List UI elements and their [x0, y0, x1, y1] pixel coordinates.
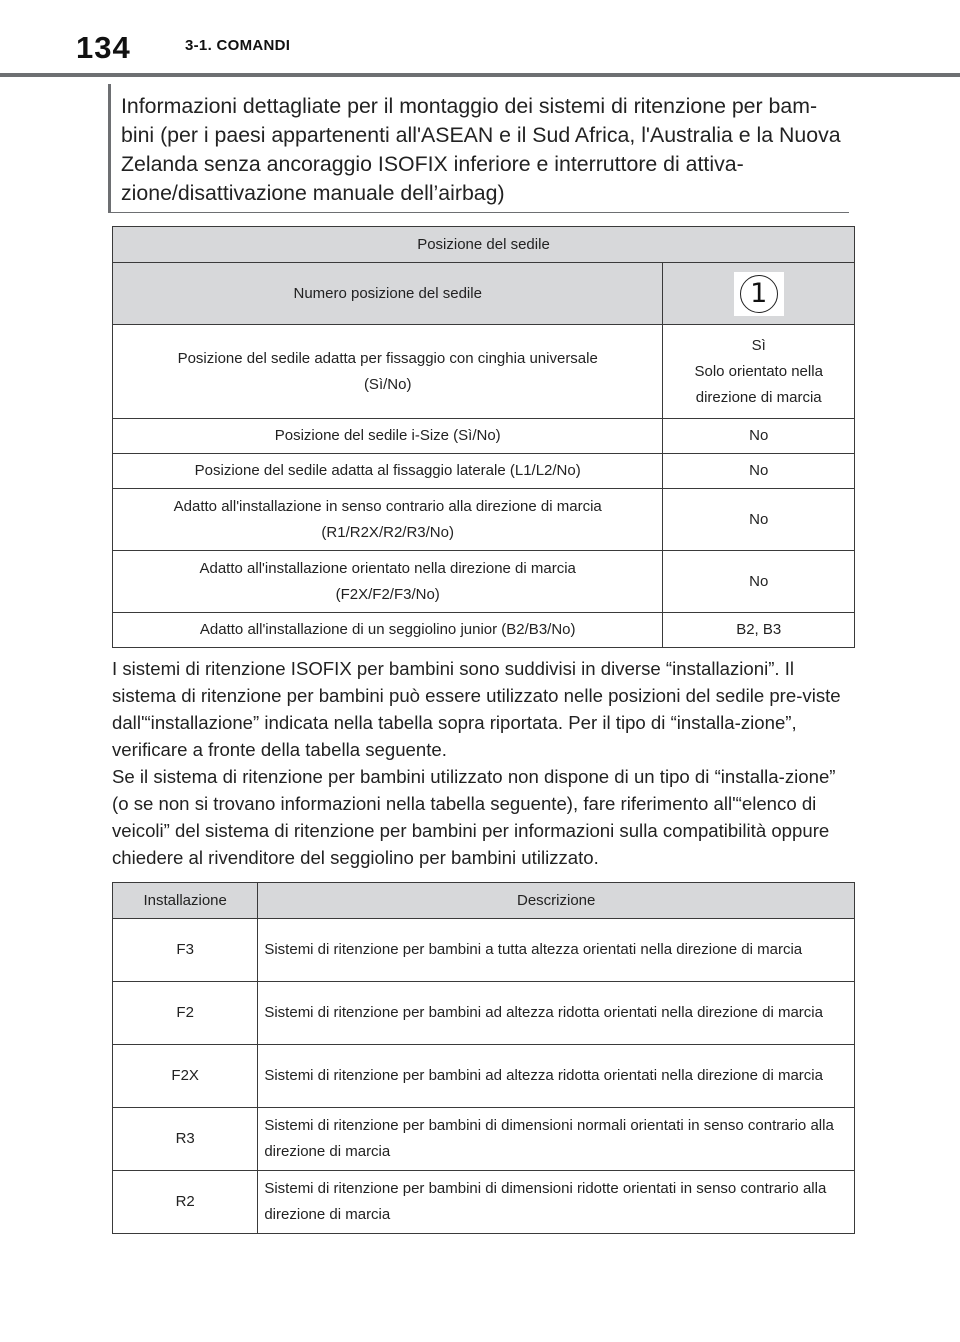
row-label-line: (R1/R2X/R2/R3/No): [321, 523, 454, 541]
installation-table: [112, 882, 855, 1234]
row-label-line: (F2X/F2/F3/No): [335, 585, 440, 603]
table-row-label: [113, 325, 663, 419]
table-row-label: Posizione del sedile adatta al fissaggio laterale (L1/L2/No): [113, 454, 663, 489]
row-value-line: Solo orientato nella: [694, 362, 823, 380]
seat-number-label: Numero posizione del sedile: [113, 263, 663, 325]
install-code: F3: [113, 919, 258, 982]
install-description: Sistemi di ritenzione per bambini ad altezza ridotta orientati nella direzione di marcia: [258, 982, 855, 1045]
info-box-text: Informazioni dettagliate per il montaggio dei sistemi di ritenzione per bam-bini (per i paesi appartenenti all'ASEAN e il Sud Africa, l'Australia e la Nuova Zelanda senza ancoraggio ISOFIX inferiore e interruttore di attiva-zione/disattivazione manuale dell’airbag): [121, 94, 841, 205]
row-label-line: Adatto all'installazione orientato nella direzione di marcia: [199, 559, 576, 577]
table-row: [113, 1108, 855, 1171]
table-row-value: No: [663, 489, 855, 551]
table-row-value: No: [663, 419, 855, 454]
table-row-label: [113, 489, 663, 551]
install-description: Sistemi di ritenzione per bambini ad altezza ridotta orientati nella direzione di marcia: [258, 1045, 855, 1108]
install-code: F2X: [113, 1045, 258, 1108]
install-code: R3: [113, 1108, 258, 1171]
seat-number-cell: [663, 263, 855, 325]
paragraph: I sistemi di ritenzione ISOFIX per bambini sono suddivisi in diverse “installazioni”. Il sistema di ritenzione per bambini può essere utilizzato nelle posizioni del sedile pre-viste dall'“installazione” indicata nella tabella sopra riportata. Per il tipo di “installa-zione”, verificare a fronte della tabella seguente.: [112, 658, 841, 760]
table-row-value: B2, B3: [663, 613, 855, 648]
column-header: Descrizione: [258, 883, 855, 919]
page-number: 134: [76, 30, 131, 65]
table-row-value: [663, 325, 855, 419]
row-value-line: direzione di marcia: [695, 388, 822, 406]
row-label-line: Posizione del sedile adatta per fissaggio con cinghia universale: [177, 349, 598, 367]
table-row: [113, 1045, 855, 1108]
table-row: [113, 982, 855, 1045]
table-row-label: [113, 551, 663, 613]
page-header: [0, 0, 960, 78]
table-row-value: No: [663, 454, 855, 489]
table-row-label: Adatto all'installazione di un seggiolino junior (B2/B3/No): [113, 613, 663, 648]
seat-number-badge: 1: [740, 275, 778, 313]
row-label-line: (Sì/No): [363, 375, 412, 393]
install-description: Sistemi di ritenzione per bambini di dimensioni ridotte orientati in senso contrario alla direzione di marcia: [258, 1171, 855, 1234]
row-label-line: Adatto all'installazione in senso contrario alla direzione di marcia: [173, 497, 602, 515]
seat-position-table: [112, 226, 855, 648]
section-title: 3-1. COMANDI: [185, 37, 291, 54]
install-description: Sistemi di ritenzione per bambini di dimensioni normali orientati in senso contrario alla direzione di marcia: [258, 1108, 855, 1171]
table-row: [113, 919, 855, 982]
header-divider: [0, 73, 960, 77]
paragraph: Se il sistema di ritenzione per bambini utilizzato non dispone di un tipo di “installa-zione” (o se non si trovano informazioni nella tabella seguente), fare riferimento all'“elenco di veicoli” del sistema di ritenzione per bambini per informazioni sulla compatibilità oppure chiedere al rivenditore del seggiolino per bambini utilizzato.: [112, 766, 836, 868]
column-header: Installazione: [113, 883, 258, 919]
table-row: [113, 1171, 855, 1234]
table-row-value: No: [663, 551, 855, 613]
row-value-line: Sì: [751, 336, 766, 354]
install-description: Sistemi di ritenzione per bambini a tutta altezza orientati nella direzione di marcia: [258, 919, 855, 982]
body-text: [112, 655, 852, 871]
table-row-label: Posizione del sedile i-Size (Sì/No): [113, 419, 663, 454]
install-code: R2: [113, 1171, 258, 1234]
seat-table-title: Posizione del sedile: [113, 227, 855, 263]
info-box: [108, 84, 849, 213]
install-code: F2: [113, 982, 258, 1045]
